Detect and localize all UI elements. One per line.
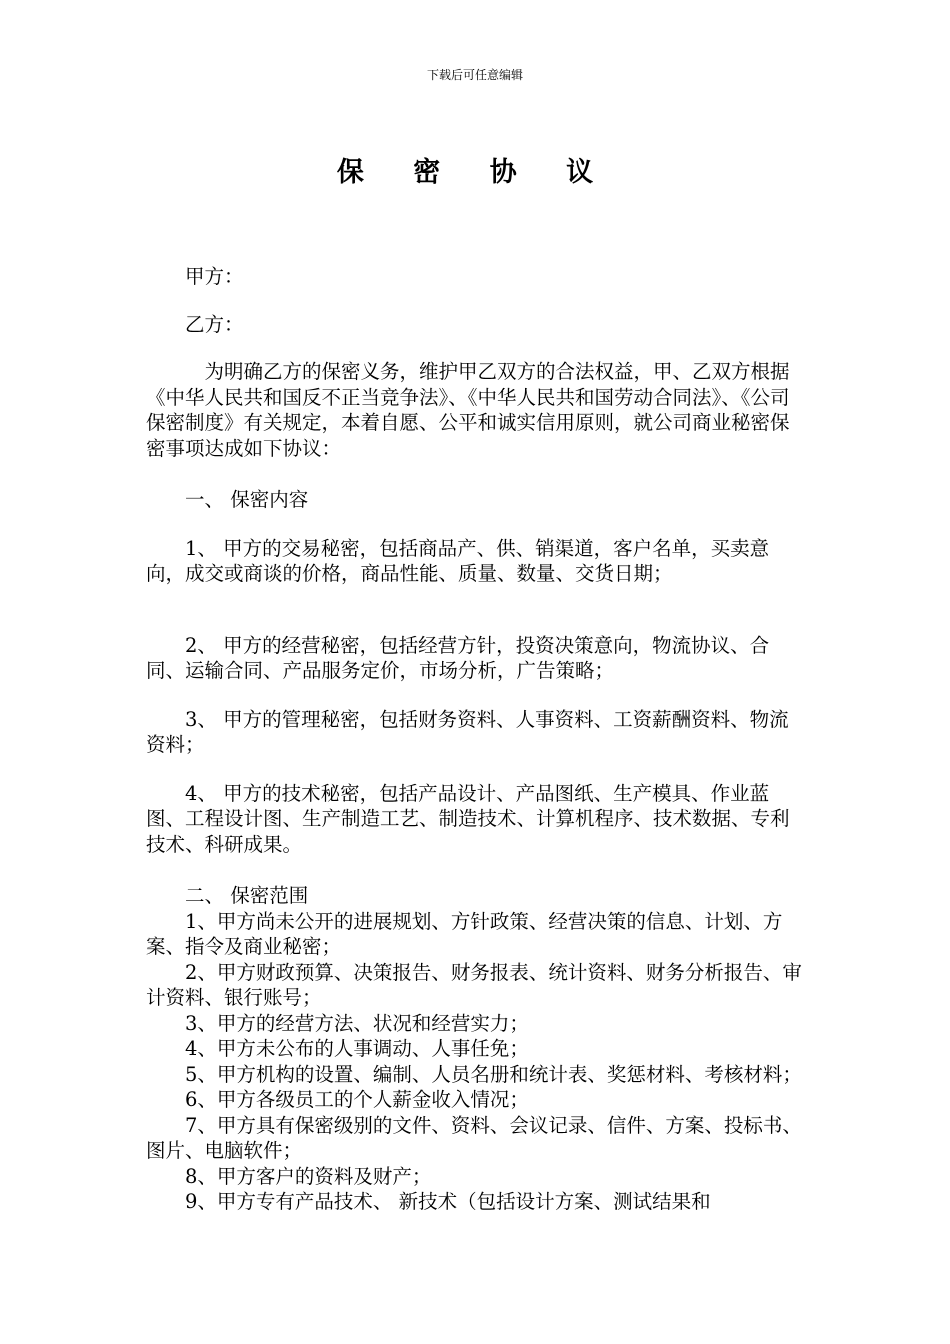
party-b-label: 乙方：	[185, 312, 244, 336]
section-2-item: 7、甲方具有保密级别的文件、资料、会议记录、信件、方案、投标书、图片、电脑软件；	[146, 1113, 802, 1162]
section-1-item: 2、 甲方的经营秘密，包括经营方针，投资决策意向，物流协议、合同、运输合同、产品服务定价，市场分析，广告策略；	[146, 633, 770, 682]
section-2-item: 6、甲方各级员工的个人薪金收入情况；	[185, 1088, 529, 1111]
section-2-item: 5、甲方机构的设置、编制、人员名册和统计表、奖惩材料、考核材料；	[185, 1062, 802, 1086]
section-1-item: 4、 甲方的技术秘密，包括产品设计、产品图纸、生产模具、作业蓝图、工程设计图、生产制造工艺、制造技术、计算机程序、技术数据、专利技术、科研成果。	[146, 781, 790, 856]
section-2-item: 8、甲方客户的资料及财产；	[185, 1164, 432, 1188]
section-1-item: 3、 甲方的管理秘密，包括财务资料、人事资料、工资薪酬资料、物流资料；	[146, 707, 789, 756]
intro-paragraph: 为明确乙方的保密义务，维护甲乙双方的合法权益，甲、乙双方根据《中华人民共和国反不正当竞争法》、《中华人民共和国劳动合同法》、《公司保密制度》有关规定，本着自愿、公平和诚实信用原则，就公司商业秘密保密事项达成如下协议：	[146, 360, 790, 460]
section-1-item: 1、 甲方的交易秘密，包括商品产、供、销渠道，客户名单，买卖意向，成交或商谈的价格，商品性能、质量、数量、交货日期；	[146, 536, 770, 585]
section-2-item: 9、甲方专有产品技术、 新技术（包括设计方案、测试结果和	[185, 1190, 711, 1213]
section-2-item: 2、甲方财政预算、决策报告、财务报表、统计资料、财务分析报告、审计资料、银行账号；	[146, 960, 802, 1009]
section-2-item: 4、甲方未公布的人事调动、人事任免；	[185, 1037, 529, 1060]
section-2-heading: 二、 保密范围	[185, 884, 309, 907]
section-1-heading: 一、 保密内容	[185, 488, 309, 511]
section-2-item: 3、甲方的经营方法、状况和经营实力；	[185, 1011, 529, 1035]
document-title: 保 密 协 议	[336, 157, 614, 188]
document-body	[146, 264, 806, 1215]
party-a-label: 甲方：	[185, 265, 244, 288]
section-2-item: 1、甲方尚未公开的进展规划、方针政策、经营决策的信息、计划、方案、指令及商业秘密；	[146, 909, 783, 958]
page-header-note: 下载后可任意编辑	[426, 68, 523, 82]
